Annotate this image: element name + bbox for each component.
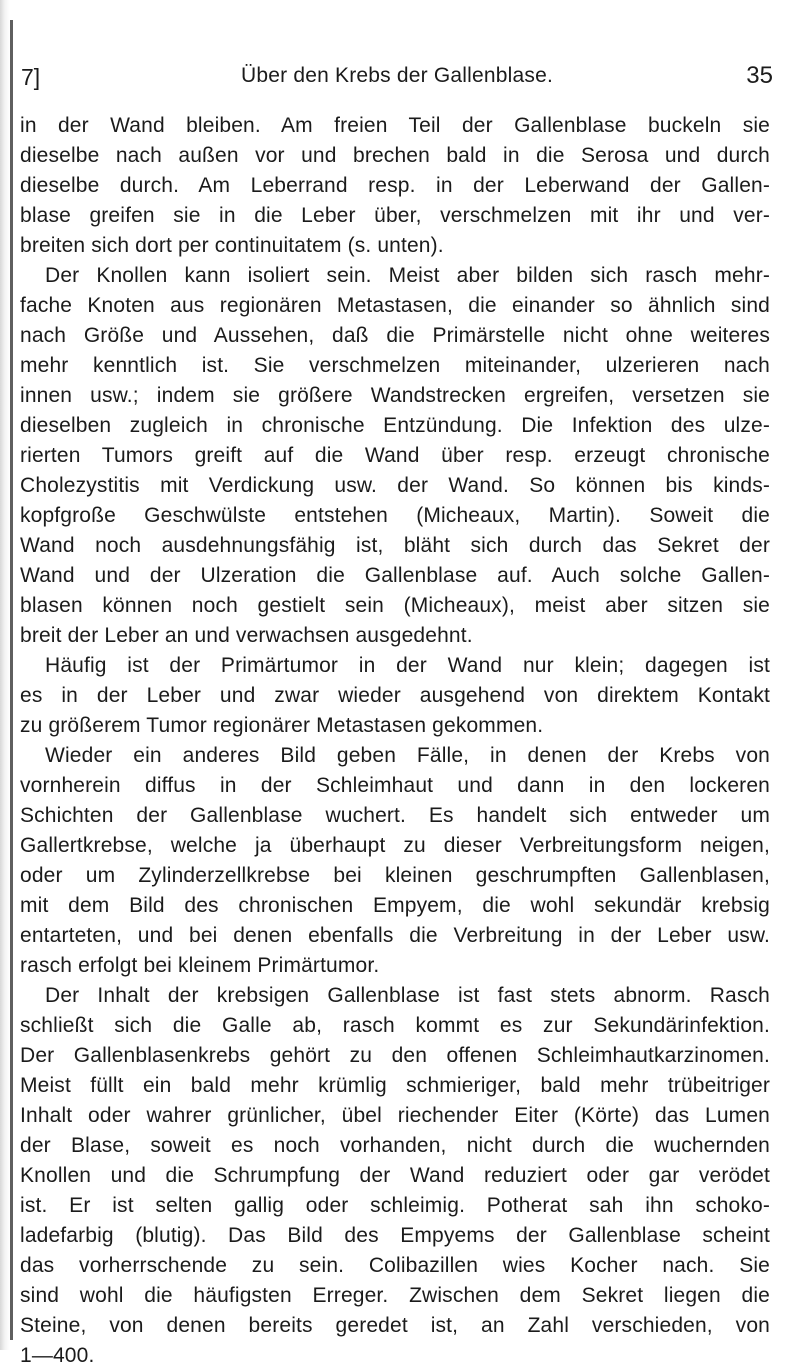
- text-line: mehr kenntlich ist. Sie verschmelzen miteinander, ulzerieren nach: [20, 354, 770, 377]
- text-line: entarteten, und bei denen ebenfalls die Verbreitung in der Leber usw.: [20, 924, 770, 947]
- text-line: Steine, von denen bereits geredet ist, an Zahl verschieden, von: [20, 1314, 770, 1337]
- text-line: Wieder ein anderes Bild geben Fälle, in denen der Krebs von: [45, 744, 770, 767]
- binding-shadow-line: [10, 20, 13, 1340]
- text-line: breiten sich dort per continuitatem (s. unten).: [20, 234, 444, 257]
- text-line: oder um Zylinderzellkrebse bei kleinen geschrumpften Gallenblasen,: [20, 864, 770, 887]
- text-line: dieselben zugleich in chronische Entzündung. Die Infektion des ulze-: [20, 414, 770, 437]
- text-line: der Blase, soweit es noch vorhanden, nicht durch die wuchernden: [20, 1134, 770, 1157]
- text-line: Meist füllt ein bald mehr krümlig schmieriger, bald mehr trübeitriger: [20, 1074, 770, 1097]
- text-line: Der Knollen kann isoliert sein. Meist aber bilden sich rasch mehr-: [45, 264, 770, 287]
- text-line: rasch erfolgt bei kleinem Primärtumor.: [20, 954, 380, 977]
- text-line: vornherein diffus in der Schleimhaut und dann in den lockeren: [20, 774, 770, 797]
- text-line: sind wohl die häufigsten Erreger. Zwischen dem Sekret liegen die: [20, 1284, 770, 1307]
- text-line: ist. Er ist selten gallig oder schleimig. Potherat sah ihn schoko-: [20, 1194, 770, 1217]
- text-line: mit dem Bild des chronischen Empyem, die wohl sekundär krebsig: [20, 894, 770, 917]
- text-line: Häufig ist der Primärtumor in der Wand nur klein; dagegen ist: [45, 654, 770, 677]
- text-line: blase greifen sie in die Leber über, verschmelzen mit ihr und ver-: [20, 204, 770, 227]
- text-line: dieselbe durch. Am Leberrand resp. in der Leberwand der Gallen-: [20, 174, 770, 197]
- section-number: 7]: [21, 64, 41, 90]
- text-line: Cholezystitis mit Verdickung usw. der Wand. So können bis kinds-: [20, 474, 770, 497]
- text-line: Knollen und die Schrumpfung der Wand reduziert oder gar verödet: [20, 1164, 770, 1187]
- page-number: 35: [746, 62, 773, 89]
- text-line: Schichten der Gallenblase wuchert. Es handelt sich entweder um: [20, 804, 770, 827]
- text-line: Inhalt oder wahrer grünlicher, übel riechender Eiter (Körte) das Lumen: [20, 1104, 770, 1127]
- text-line: rierten Tumors greift auf die Wand über resp. erzeugt chronische: [20, 444, 770, 467]
- text-line: blasen können noch gestielt sein (Micheaux), meist aber sitzen sie: [20, 594, 770, 617]
- text-line: kopfgroße Geschwülste entstehen (Micheaux, Martin). Soweit die: [20, 504, 770, 527]
- text-line: zu größerem Tumor regionärer Metastasen gekommen.: [20, 714, 544, 737]
- text-line: schließt sich die Galle ab, rasch kommt es zur Sekundärinfektion.: [20, 1014, 770, 1037]
- running-title: Über den Krebs der Gallenblase.: [240, 64, 554, 87]
- text-line: in der Wand bleiben. Am freien Teil der Gallenblase buckeln sie: [20, 114, 770, 137]
- text-line: es in der Leber und zwar wieder ausgehend von direktem Kontakt: [20, 684, 770, 707]
- text-line: dieselbe nach außen vor und brechen bald in die Serosa und durch: [20, 144, 770, 167]
- page-header: [21, 60, 773, 100]
- text-line: breit der Leber an und verwachsen ausgedehnt.: [20, 624, 473, 647]
- text-line: Gallertkrebse, welche ja überhaupt zu dieser Verbreitungsform neigen,: [20, 834, 770, 857]
- text-line: ladefarbig (blutig). Das Bild des Empyems der Gallenblase scheint: [20, 1224, 770, 1247]
- text-line: 1—400.: [20, 1344, 95, 1367]
- body-text: [20, 111, 770, 1371]
- text-line: fache Knoten aus regionären Metastasen, die einander so ähnlich sind: [20, 294, 770, 317]
- text-line: nach Größe und Aussehen, daß die Primärstelle nicht ohne weiteres: [20, 324, 770, 347]
- text-line: Der Inhalt der krebsigen Gallenblase ist fast stets abnorm. Rasch: [45, 984, 770, 1007]
- text-line: Wand noch ausdehnungsfähig ist, bläht sich durch das Sekret der: [20, 534, 770, 557]
- text-line: innen usw.; indem sie größere Wandstrecken ergreifen, versetzen sie: [20, 384, 770, 407]
- text-line: Der Gallenblasenkrebs gehört zu den offenen Schleimhautkarzinomen.: [20, 1044, 770, 1067]
- text-line: Wand und der Ulzeration die Gallenblase auf. Auch solche Gallen-: [20, 564, 770, 587]
- text-line: das vorherrschende zu sein. Colibazillen wies Kocher nach. Sie: [20, 1254, 770, 1277]
